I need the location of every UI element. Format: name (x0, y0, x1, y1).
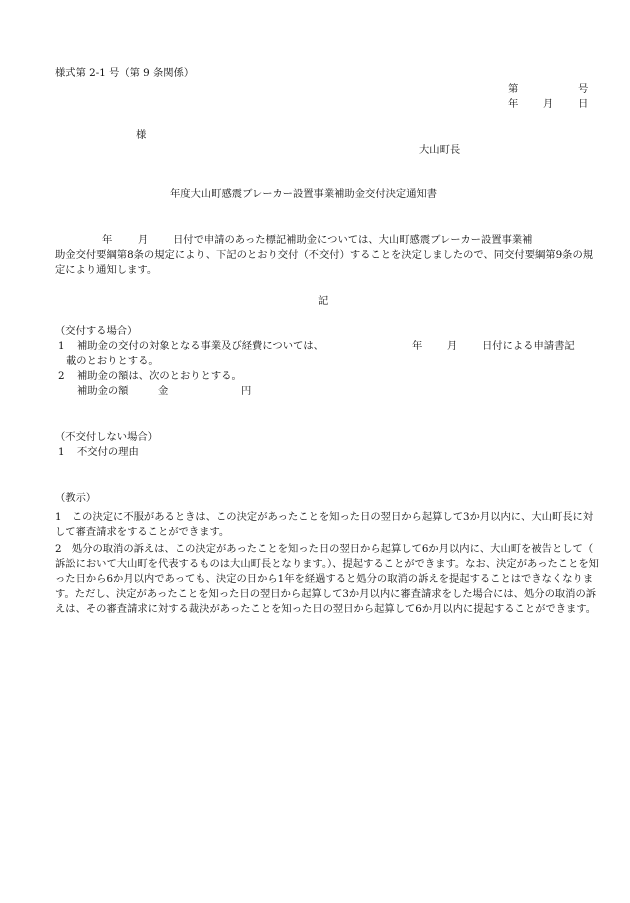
nongrant-item1-number: 1 (58, 446, 65, 458)
grant-item1-year: 年 (412, 340, 423, 352)
date-month: 月 (543, 98, 554, 110)
issuer-name: 大山町長 (419, 144, 461, 156)
instruction-para2: 2 処分の取消の訴えは、この決定があったことを知った日の翌日から起算して6か月以内に、大山町を被告として（訴訟において大山町を代表するものは大山町長となります。）、提起することができます。なお、決定があったことを知った日から6か月以内であっても、決定の日から1年を経過すると処分の取消の訴えを提起することはできなくなります。ただし、決定があったことを知った日の翌日から起算して3か月以内に審査請求をした場合には、処分の取消の訴えは、その審査請求に対する裁決があったことを知った日の翌日から起算して6か月以内に提起することができます。 (55, 543, 599, 615)
body-year: 年 (102, 234, 113, 246)
body-text-line1: 日付で申請のあった標記補助金については、大山町感震ブレーカー設置事業補 (173, 234, 533, 246)
body-text: 助金交付要綱第8条の規定により、下記のとおり交付（不交付）することを決定しましたので、同交付要綱第9条の規定により通知します。 (55, 249, 594, 276)
amount-kin: 金 (158, 385, 169, 397)
grant-item1-continuation: 載のとおりとする。 (66, 355, 159, 367)
grant-item1-month: 月 (447, 340, 458, 352)
grant-item1-tail: 日付による申請書記 (482, 340, 575, 352)
grant-item1-number: 1 (58, 340, 65, 352)
grant-item1-text: 補助金の交付の対象となる事業及び経費については、 (77, 340, 324, 352)
instruction-para1: 1 この決定に不服があるときは、この決定があったことを知った日の翌日から起算して3か月以内に、大山町長に対して審査請求をすることができます。 (55, 511, 594, 538)
doc-number-prefix: 第 (508, 83, 519, 95)
doc-number-suffix: 号 (578, 83, 589, 95)
amount-yen: 円 (241, 385, 252, 397)
amount-label: 補助金の額 (77, 385, 129, 397)
date-day: 日 (578, 98, 589, 110)
nongrant-item1-text: 不交付の理由 (77, 446, 139, 458)
date-year: 年 (508, 98, 519, 110)
grant-item2-text: 補助金の額は、次のとおりとする。 (77, 370, 242, 382)
grant-item2-number: 2 (58, 370, 65, 382)
instruction-heading: （教示） (55, 492, 97, 504)
addressee-honorific: 様 (136, 129, 147, 141)
nongrant-section-heading: （不交付しない場合） (55, 431, 158, 443)
grant-section-heading: （交付する場合） (55, 325, 138, 337)
document-title: 年度大山町感震ブレーカー設置事業補助金交付決定通知書 (170, 188, 438, 200)
ki-marker: 記 (318, 295, 329, 307)
body-month: 月 (138, 234, 149, 246)
form-number: 様式第 2-1 号（第 9 条関係） (55, 67, 195, 79)
